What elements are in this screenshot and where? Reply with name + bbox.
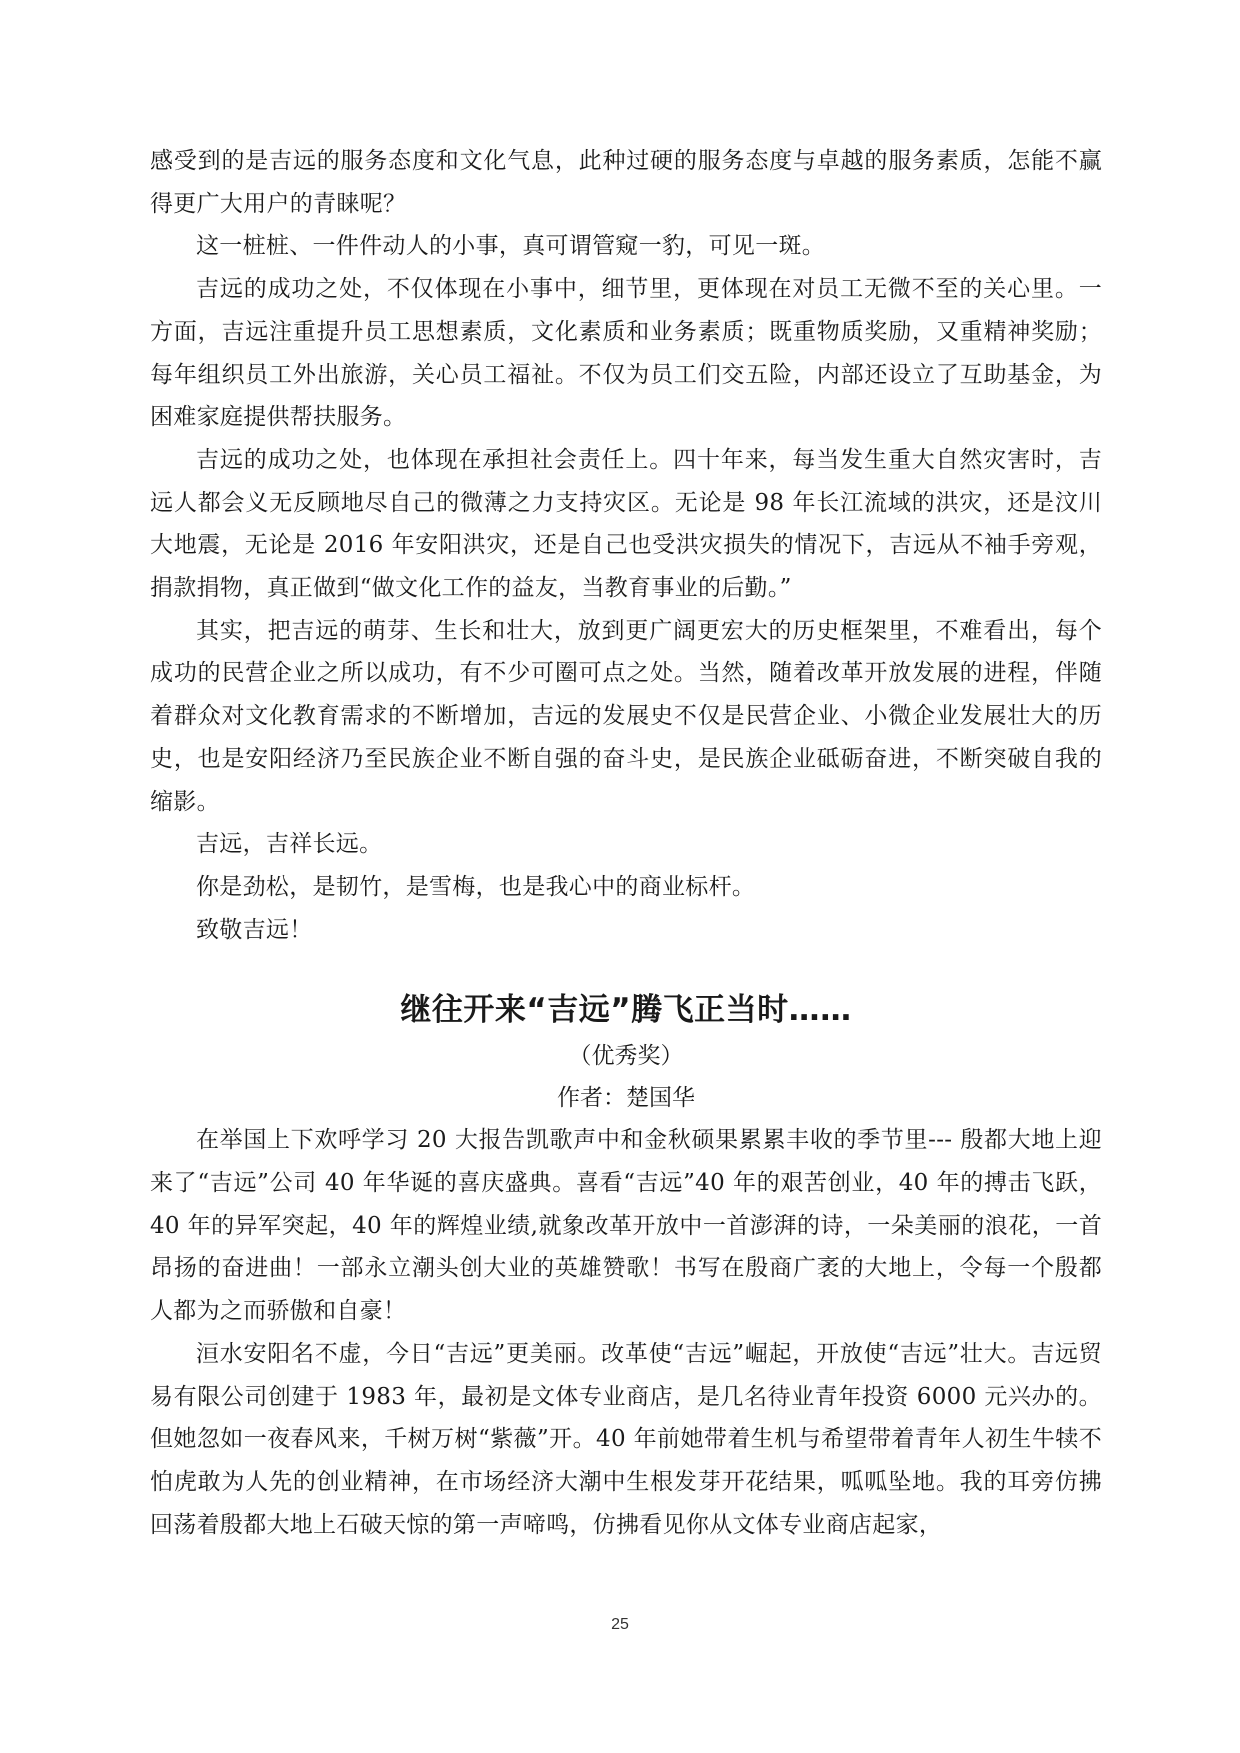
document-page [150,140,1102,1546]
paragraph: 其实，把吉远的萌芽、生长和壮大，放到更广阔更宏大的历史框架里，不难看出，每个成功的民营企业之所以成功，有不少可圈可点之处。当然，随着改革开放发展的进程，伴随着群众对文化教育需求的不断增加，吉远的发展史不仅是民营企业、小微企业发展壮大的历史，也是安阳经济乃至民族企业不断自强的奋斗史，是民族企业砥砺奋进，不断突破自我的缩影。 [150,617,1102,815]
author-line: 作者：楚国华 [557,1085,695,1112]
paragraph: 致敬吉远！ [196,916,313,943]
award-subtitle: （优秀奖） [568,1043,684,1070]
paragraph: 吉远的成功之处，不仅体现在小事中，细节里，更体现在对员工无微不至的关心里。一方面，吉远注重提升员工思想素质，文化素质和业务素质；既重物质奖励，又重精神奖励；每年组织员工外出旅游，关心员工福祉。不仅为员工们交五险，内部还设立了互助基金，为困难家庭提供帮扶服务。 [150,276,1102,431]
paragraph: 你是劲松，是韧竹，是雪梅，也是我心中的商业标杆。 [196,873,756,900]
paragraph: 这一桩桩、一件件动人的小事，真可谓管窥一豹，可见一斑。 [196,233,826,260]
section-1-body [150,140,1102,951]
article-title: 继往开来“吉远”腾飞正当时…… [400,992,852,1029]
paragraph: 在举国上下欢呼学习 20 大报告凯歌声中和金秋硕果累累丰收的季节里--- 殷都大地上迎来了“吉远”公司 40 年华诞的喜庆盛典。喜看“吉远”40 年的艰苦创业，40 年的搏击飞跃，40 年的异军突起，40 年的辉煌业绩,就象改革开放中一首澎湃的诗，一朵美丽的浪花，一首昂扬的奋进曲！一部永立潮头创大业的英雄赞歌！书写在殷商广袤的大地上，令每一个殷都人都为之而骄傲和自豪！ [150,1127,1102,1325]
paragraph: 洹水安阳名不虚，今日“吉远”更美丽。改革使“吉远”崛起，开放使“吉远”壮大。吉远贸易有限公司创建于 1983 年，最初是文体专业商店，是几名待业青年投资 6000 元兴办的。但她忽如一夜春风来，千树万树“紫薇”开。40 年前她带着生机与希望带着青年人初生牛犊不怕虎敢为人先的创业精神，在市场经济大潮中生根发芽开花结果，呱呱坠地。我的耳旁仿拂回荡着殷都大地上石破天惊的第一声啼鸣，仿拂看见你从文体专业商店起家， [150,1340,1102,1538]
paragraph: 感受到的是吉远的服务态度和文化气息，此种过硬的服务态度与卓越的服务素质，怎能不赢得更广大用户的青睐呢？ [150,148,1102,217]
paragraph: 吉远的成功之处，也体现在承担社会责任上。四十年来，每当发生重大自然灾害时，吉远人都会义无反顾地尽自己的微薄之力支持灾区。无论是 98 年长江流域的洪灾，还是汶川大地震，无论是 2016 年安阳洪灾，还是自己也受洪灾损失的情况下，吉远从不袖手旁观，捐款捐物，真正做到“做文化工作的益友，当教育事业的后勤。” [150,446,1102,602]
paragraph: 吉远，吉祥长远。 [196,831,383,858]
section-2-body [150,1119,1102,1546]
page-number: 25 [611,1616,629,1633]
